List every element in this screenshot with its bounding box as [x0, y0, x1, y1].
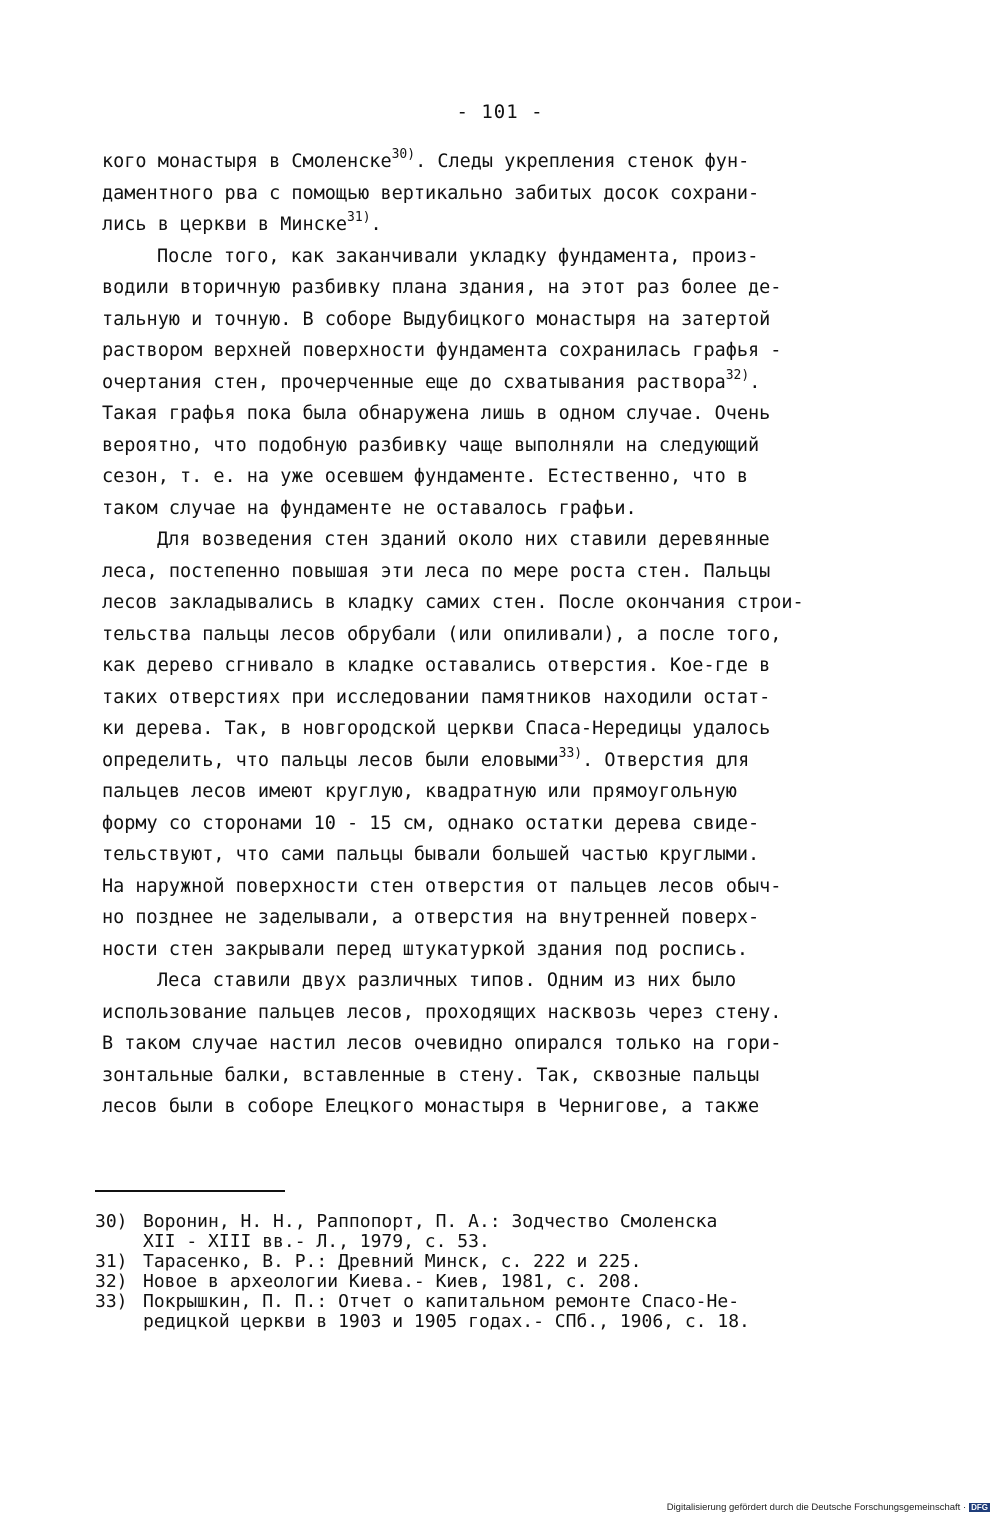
- footnote-number: 33): [95, 1291, 128, 1312]
- text-line: [102, 745, 872, 777]
- text-line: как дерево сгнивало в кладке оставались отверстия. Кое-где в: [102, 655, 771, 676]
- footnote-text: Покрышкин, П. П.: Отчет о капитальном ремонте Спасо-Не- редицкой церкви в 1903 и 1905 годах.- СПб., 1906, с. 18.: [143, 1291, 750, 1332]
- text-line: лесов были в соборе Елецкого монастыря в Чернигове, а также: [102, 1096, 760, 1117]
- footnote-item: [95, 1272, 895, 1292]
- text-span: .: [749, 371, 761, 393]
- digitization-credit: [667, 1502, 990, 1513]
- footnote-number: 31): [95, 1251, 128, 1272]
- text-span: очертания стен, прочерченные еще до схватывания раствора: [102, 371, 726, 393]
- text-line: но позднее не заделывали, а отверстия на внутренней поверх-: [102, 907, 760, 928]
- footnote-text: Новое в археологии Киева.- Киев, 1981, с. 208.: [143, 1271, 642, 1292]
- footnote-item: [95, 1292, 895, 1332]
- footnote-number: 30): [95, 1211, 128, 1232]
- text-line: тельства пальцы лесов обрубали (или опиливали), а после того,: [102, 623, 782, 645]
- footnote-ref-32: 32): [725, 367, 750, 383]
- footnote-separator: [95, 1190, 285, 1192]
- text-line: тальную и точную. В соборе Выдубицкого монастыря на затертой: [102, 308, 771, 330]
- text-line: тельствуют, что сами пальцы бывали большей частью круглыми.: [102, 844, 760, 865]
- footnote-item: [95, 1252, 895, 1272]
- text-line: таких отверстиях при исследовании памятников находили остат-: [102, 686, 771, 708]
- text-span: .: [370, 214, 382, 235]
- footnote-text: Тарасенко, В. Р.: Древний Минск, с. 222 и 225.: [143, 1251, 642, 1272]
- text-line: пальцев лесов имеют круглую, квадратную или прямоугольную: [102, 781, 737, 802]
- text-line: В таком случае настил лесов очевидно опирался только на гори-: [102, 1033, 782, 1054]
- text-line: ности стен закрывали перед штукатуркой здания под роспись.: [102, 938, 749, 960]
- text-span: . Отверстия для: [582, 749, 750, 771]
- text-span: определить, что пальцы лесов были еловыми: [102, 749, 559, 771]
- text-line: леса, постепенно повышая эти леса по мере роста стен. Пальцы: [102, 560, 771, 582]
- text-line: вероятно, что подобную разбивку чаще выполняли на следующий: [102, 434, 760, 456]
- text-line: [102, 209, 872, 241]
- text-span: кого монастыря в Смоленске: [102, 151, 392, 172]
- text-line: раствором верхней поверхности фундамента сохранилась графья -: [102, 340, 782, 361]
- footnotes: [95, 1212, 895, 1332]
- text-line: сезон, т. е. на уже осевшем фундаменте. Естественно, что в: [102, 466, 749, 487]
- text-line: [102, 146, 872, 178]
- text-line: даментного рва с помощью вертикально забитых досок сохрани-: [102, 182, 760, 204]
- text-line: форму со сторонами 10 - 15 см, однако остатки дерева свиде-: [102, 812, 760, 834]
- footnote-number: 32): [95, 1271, 128, 1292]
- text-line: На наружной поверхности стен отверстия от пальцев лесов обыч-: [102, 875, 782, 897]
- text-line: водили вторичную разбивку плана здания, на этот раз более де-: [102, 277, 782, 298]
- text-line: лесов закладывались в кладку самих стен. После окончания строи-: [102, 592, 804, 613]
- text-line: Такая графья пока была обнаружена лишь в одном случае. Очень: [102, 403, 771, 424]
- text-line: Для возведения стен зданий около них ставили деревянные: [157, 529, 770, 550]
- credit-text: Digitalisierung gefördert durch die Deutsche Forschungsgemeinschaft ·: [666, 1502, 967, 1513]
- text-line: [102, 367, 872, 399]
- text-line: зонтальные балки, вставленные в стену. Так, сквозные пальцы: [102, 1064, 760, 1086]
- footnote-ref-33: 33): [558, 745, 583, 761]
- text-line: ки дерева. Так, в новгородской церкви Спаса-Нередицы удалось: [102, 718, 771, 739]
- footnote-item: [95, 1212, 895, 1252]
- dfg-logo-icon: DFG: [971, 1503, 988, 1512]
- text-line: использование пальцев лесов, проходящих насквозь через стену.: [102, 1001, 782, 1023]
- text-line: После того, как заканчивали укладку фундамента, произ-: [157, 245, 759, 267]
- text-line: Леса ставили двух различных типов. Одним из них было: [157, 970, 737, 991]
- footnote-ref-30: 30): [391, 147, 416, 162]
- footnote-text: Воронин, Н. Н., Раппопорт, П. А.: Зодчество Смоленска XII - XIII вв.- Л., 1979, с. 53.: [143, 1211, 718, 1252]
- text-span: лись в церкви в Минске: [102, 214, 348, 235]
- main-text: [102, 146, 872, 1123]
- page-number: - 101 -: [456, 101, 544, 123]
- text-span: . Следы укрепления стенок фун-: [415, 151, 750, 172]
- footnote-ref-31: 31): [347, 210, 371, 225]
- text-line: таком случае на фундаменте не оставалось графьи.: [102, 497, 637, 519]
